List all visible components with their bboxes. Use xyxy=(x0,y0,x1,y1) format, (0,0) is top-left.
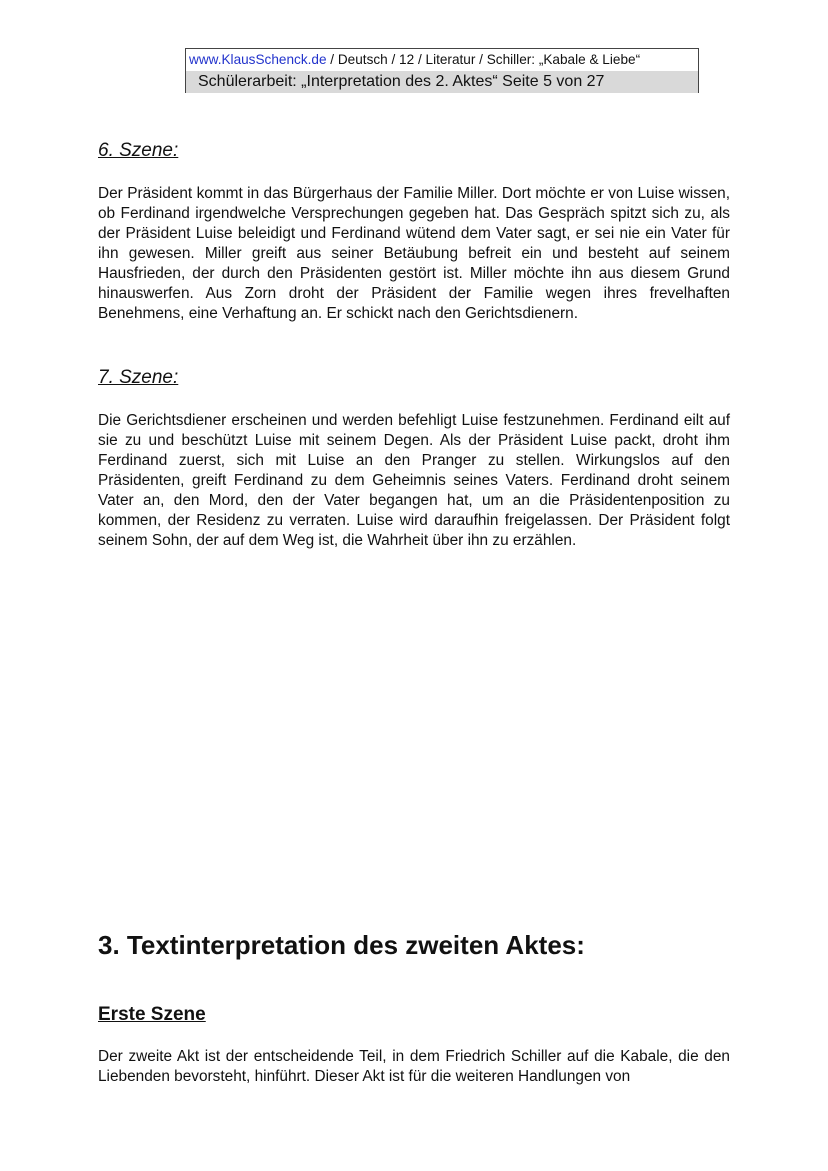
header-breadcrumb xyxy=(186,49,698,71)
header-path: / Deutsch / 12 / Literatur / Schiller: „Kabale & Liebe“ xyxy=(326,52,641,67)
scene-6-text: Der Präsident kommt in das Bürgerhaus der Familie Miller. Dort möchte er von Luise wissen, ob Ferdinand irgendwelche Versprechungen gegeben hat. Das Gespräch spitzt sich zu, als der Präsident Luise beleidigt und Ferdinand wütend dem Vater sagt, er sei nie ein Vater für ihn gewesen. Miller greift aus seiner Betäubung befreit ein und besteht auf seinem Hausfrieden, der durch den Präsidenten gestört ist. Miller möchte ihn aus diesem Grund hinauswerfen. Aus Zorn droht der Präsident der Familie wegen ihres frevelhaften Benehmens, eine Verhaftung an. Er schickt nach den Gerichtsdienern. xyxy=(98,185,730,322)
site-link[interactable]: www.KlausSchenck.de xyxy=(189,52,327,67)
scene-7-heading: 7. Szene: xyxy=(98,367,179,388)
scene-6-heading: 6. Szene: xyxy=(98,140,179,161)
section-title: 3. Textinterpretation des zweiten Aktes: xyxy=(98,930,585,960)
scene-7-text: Die Gerichtsdiener erscheinen und werden befehligt Luise festzunehmen. Ferdinand eilt auf sie zu und beschützt Luise mit seinem Degen. Als der Präsident Luise packt, droht ihm Ferdinand zuerst, sich mit Luise an den Pranger zu stellen. Wirkungslos auf den Präsidenten, greift Ferdinand zu dem Geheimnis seines Vaters. Ferdinand droht seinem Vater an, den Mord, den der Vater begangen hat, um an die Präsidentenposition zu kommen, der Residenz zu verraten. Luise wird daraufhin freigelassen. Der Präsident folgt seinem Sohn, der auf dem Weg ist, die Wahrheit über ihn zu erzählen. xyxy=(98,412,730,549)
section-text: Der zweite Akt ist der entscheidende Teil, in dem Friedrich Schiller auf die Kabale, die den Liebenden bevorsteht, hinführt. Dieser Akt ist für die weiteren Handlungen von xyxy=(98,1048,730,1085)
header-subtitle: Schülerarbeit: „Interpretation des 2. Aktes“ Seite 5 von 27 xyxy=(186,71,698,93)
page-header xyxy=(185,48,699,93)
first-scene-heading: Erste Szene xyxy=(98,1004,206,1025)
